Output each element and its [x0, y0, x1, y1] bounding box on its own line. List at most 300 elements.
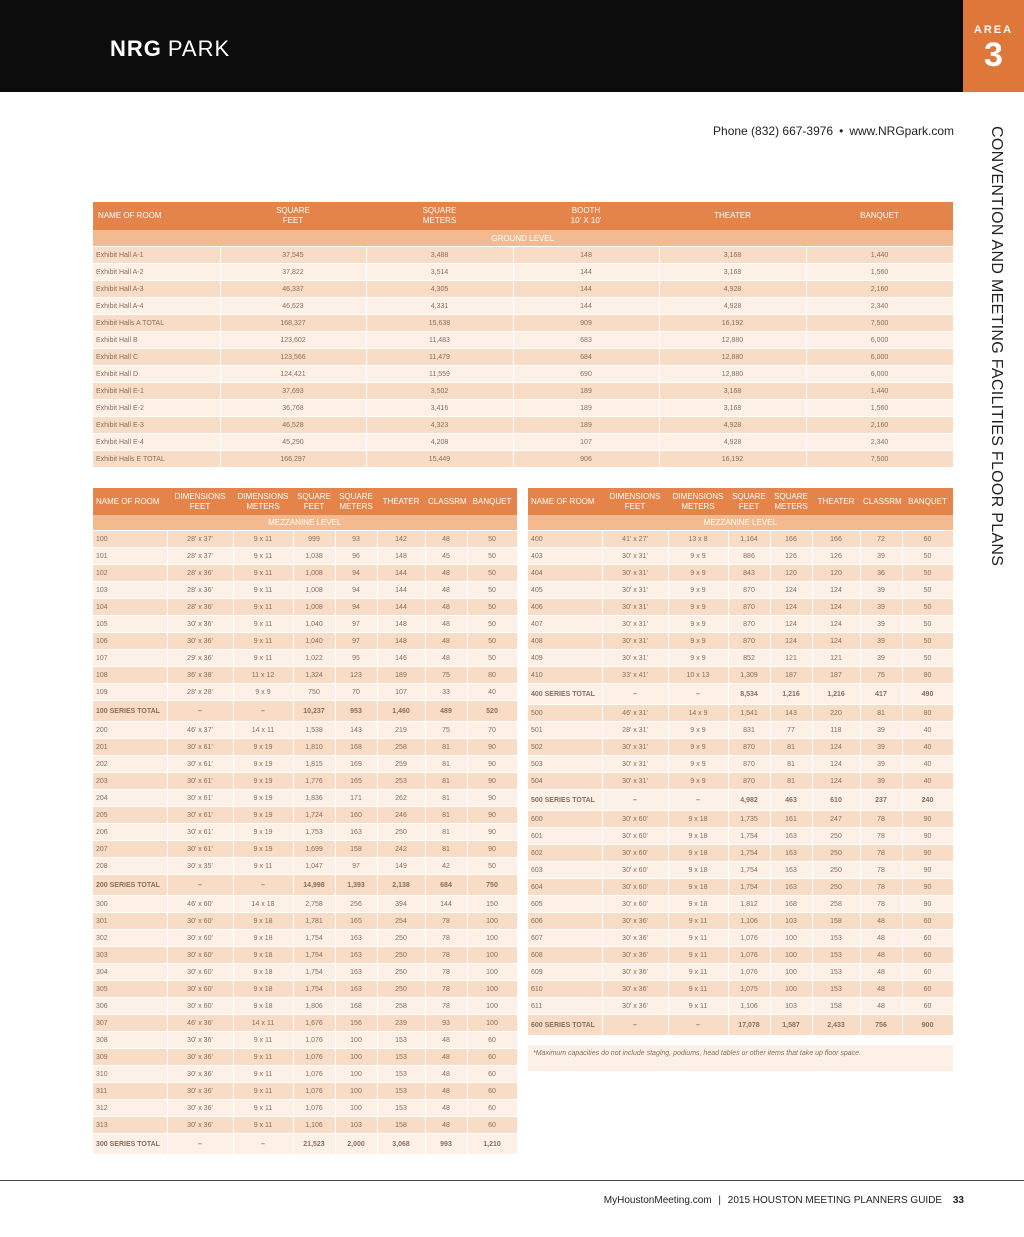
- room-name-cell: 302: [93, 930, 167, 947]
- table-cell: 29' x 36': [167, 650, 233, 667]
- table-cell: 1,776: [293, 773, 335, 790]
- table-cell: 39: [860, 616, 902, 633]
- table-cell: 14 x 11: [233, 722, 293, 739]
- table-cell: 30' x 31': [602, 633, 668, 650]
- table-cell: 10 x 13: [668, 667, 728, 684]
- table-cell: 15,449: [366, 451, 513, 468]
- table-cell: 40: [902, 722, 953, 739]
- table-cell: 30' x 31': [602, 548, 668, 565]
- column-header: SQUARE FEET: [220, 202, 366, 230]
- room-name-cell: 102: [93, 565, 167, 582]
- table-cell: –: [233, 701, 293, 722]
- table-cell: 417: [860, 684, 902, 705]
- room-name-cell: 610: [528, 981, 602, 998]
- table-cell: 48: [425, 1083, 467, 1100]
- table-cell: 48: [860, 947, 902, 964]
- column-header: DIMENSIONS FEET: [167, 488, 233, 515]
- table-cell: 490: [902, 684, 953, 705]
- table-header-row: [93, 202, 953, 230]
- table-cell: 30' x 36': [167, 1100, 233, 1117]
- table-cell: 50: [467, 531, 517, 548]
- table-cell: 39: [860, 739, 902, 756]
- column-header: DIMENSIONS FEET: [602, 488, 668, 515]
- table-cell: 9 x 11: [668, 913, 728, 930]
- column-header: NAME OF ROOM: [528, 488, 602, 515]
- column-header: NAME OF ROOM: [93, 202, 220, 230]
- table-row: [93, 896, 517, 913]
- table-cell: 124: [812, 773, 860, 790]
- table-row: [93, 1117, 517, 1134]
- table-cell: 48: [425, 1049, 467, 1066]
- table-row: [528, 790, 953, 811]
- table-cell: 16,192: [659, 315, 806, 332]
- table-cell: 148: [513, 247, 659, 264]
- table-cell: 121: [770, 650, 812, 667]
- table-row: [93, 1100, 517, 1117]
- table-row: [93, 773, 517, 790]
- table-cell: 50: [467, 548, 517, 565]
- table-cell: 1,541: [728, 705, 770, 722]
- table-cell: 60: [902, 531, 953, 548]
- table-cell: 72: [860, 531, 902, 548]
- table-cell: 189: [513, 417, 659, 434]
- brand-logo: NRG PARK: [110, 36, 231, 61]
- table-row: [93, 667, 517, 684]
- table-cell: 9 x 18: [668, 896, 728, 913]
- table-cell: 684: [425, 875, 467, 896]
- table-cell: 9 x 18: [233, 913, 293, 930]
- room-name-cell: 313: [93, 1117, 167, 1134]
- table-cell: 30' x 60': [167, 981, 233, 998]
- table-row: [528, 964, 953, 981]
- table-cell: 17,078: [728, 1015, 770, 1036]
- table-row: [93, 366, 953, 383]
- table-cell: 30' x 60': [167, 964, 233, 981]
- table-cell: 1,781: [293, 913, 335, 930]
- table-cell: 50: [467, 599, 517, 616]
- table-row: [528, 667, 953, 684]
- table-cell: 97: [335, 616, 377, 633]
- table-row: [93, 1066, 517, 1083]
- table-cell: 46,623: [220, 298, 366, 315]
- table-cell: 2,160: [806, 417, 953, 434]
- table-cell: 4,928: [659, 298, 806, 315]
- table-cell: 250: [812, 862, 860, 879]
- table-cell: 1,216: [812, 684, 860, 705]
- table-cell: 4,331: [366, 298, 513, 315]
- table-cell: 168: [770, 896, 812, 913]
- table-cell: 12,880: [659, 349, 806, 366]
- table-cell: 3,068: [377, 1134, 425, 1155]
- table-cell: 90: [902, 896, 953, 913]
- table-header-row: [528, 488, 953, 515]
- room-name-cell: 601: [528, 828, 602, 845]
- room-name-cell: 104: [93, 599, 167, 616]
- column-header: CLASSRM: [425, 488, 467, 515]
- table-row: [93, 599, 517, 616]
- table-cell: 30' x 35': [167, 858, 233, 875]
- table-cell: 1,076: [293, 1083, 335, 1100]
- room-name-cell: 407: [528, 616, 602, 633]
- table-cell: 189: [513, 400, 659, 417]
- table-cell: 28' x 37': [167, 531, 233, 548]
- table-cell: 46' x 37': [167, 722, 233, 739]
- table-cell: 30' x 31': [602, 599, 668, 616]
- table-cell: 30' x 60': [167, 998, 233, 1015]
- room-name-cell: 311: [93, 1083, 167, 1100]
- table-row: [93, 582, 517, 599]
- table-cell: –: [167, 701, 233, 722]
- table-row: [93, 701, 517, 722]
- table-cell: 13 x 8: [668, 531, 728, 548]
- table-row: [93, 841, 517, 858]
- table-cell: 126: [770, 548, 812, 565]
- table-cell: 30' x 36': [167, 1032, 233, 1049]
- table-cell: 165: [335, 913, 377, 930]
- table-cell: 250: [377, 824, 425, 841]
- table-cell: 1,076: [293, 1032, 335, 1049]
- table-cell: 246: [377, 807, 425, 824]
- table-cell: 60: [902, 913, 953, 930]
- table-cell: 163: [335, 964, 377, 981]
- table-cell: 45,290: [220, 434, 366, 451]
- room-name-cell: 409: [528, 650, 602, 667]
- website-link[interactable]: www.NRGpark.com: [849, 124, 954, 138]
- table-cell: 239: [377, 1015, 425, 1032]
- table-cell: 254: [377, 913, 425, 930]
- table-row: [528, 739, 953, 756]
- room-name-cell: Exhibit Halls A TOTAL: [93, 315, 220, 332]
- table-cell: –: [668, 790, 728, 811]
- table-cell: 153: [377, 1100, 425, 1117]
- table-cell: 253: [377, 773, 425, 790]
- table-cell: 93: [335, 531, 377, 548]
- room-name-cell: 400 SERIES TOTAL: [528, 684, 602, 705]
- table-cell: 60: [902, 930, 953, 947]
- table-cell: 124: [812, 756, 860, 773]
- table-cell: 30' x 60': [602, 811, 668, 828]
- column-header: DIMENSIONS METERS: [233, 488, 293, 515]
- table-cell: 163: [335, 981, 377, 998]
- table-cell: 220: [812, 705, 860, 722]
- table-cell: 160: [335, 807, 377, 824]
- table-cell: 9 x 11: [233, 858, 293, 875]
- room-name-cell: 208: [93, 858, 167, 875]
- table-cell: 1,836: [293, 790, 335, 807]
- table-cell: 10,237: [293, 701, 335, 722]
- table-cell: 161: [770, 811, 812, 828]
- table-cell: 48: [425, 599, 467, 616]
- table-cell: 50: [902, 582, 953, 599]
- table-cell: 30' x 60': [602, 862, 668, 879]
- table-cell: 14 x 18: [233, 896, 293, 913]
- table-cell: 124: [812, 599, 860, 616]
- table-cell: 37,822: [220, 264, 366, 281]
- table-cell: 9 x 9: [668, 548, 728, 565]
- table-cell: 219: [377, 722, 425, 739]
- table-cell: 158: [812, 913, 860, 930]
- table-cell: 168: [335, 998, 377, 1015]
- table-cell: 3,502: [366, 383, 513, 400]
- table-row: [528, 633, 953, 650]
- table-cell: 107: [377, 684, 425, 701]
- table-cell: 1,754: [293, 964, 335, 981]
- table-cell: 158: [335, 841, 377, 858]
- table-cell: 684: [513, 349, 659, 366]
- table-cell: 120: [812, 565, 860, 582]
- table-cell: 1,754: [293, 947, 335, 964]
- table-row: [528, 531, 953, 548]
- table-cell: 100: [770, 964, 812, 981]
- table-cell: 1,008: [293, 599, 335, 616]
- table-cell: 9 x 11: [668, 981, 728, 998]
- table-cell: 50: [902, 599, 953, 616]
- table-cell: 30' x 61': [167, 773, 233, 790]
- table-cell: 94: [335, 582, 377, 599]
- table-cell: 50: [467, 633, 517, 650]
- table-cell: 9 x 9: [668, 616, 728, 633]
- table-cell: 70: [467, 722, 517, 739]
- table-cell: 870: [728, 756, 770, 773]
- table-cell: 242: [377, 841, 425, 858]
- room-name-cell: 606: [528, 913, 602, 930]
- footer-site[interactable]: MyHoustonMeeting.com: [603, 1195, 712, 1206]
- table-cell: 78: [860, 811, 902, 828]
- table-cell: 250: [377, 947, 425, 964]
- table-row: [528, 947, 953, 964]
- contact-line: [713, 124, 954, 138]
- table-cell: 144: [513, 281, 659, 298]
- room-name-cell: 105: [93, 616, 167, 633]
- table-cell: 4,305: [366, 281, 513, 298]
- table-cell: 103: [770, 998, 812, 1015]
- table-cell: 81: [425, 807, 467, 824]
- table-cell: 250: [377, 930, 425, 947]
- table-cell: 4,323: [366, 417, 513, 434]
- room-name-cell: 403: [528, 548, 602, 565]
- room-name-cell: 100: [93, 531, 167, 548]
- room-name-cell: 109: [93, 684, 167, 701]
- table-cell: 90: [902, 811, 953, 828]
- table-cell: 30' x 31': [602, 616, 668, 633]
- room-name-cell: 607: [528, 930, 602, 947]
- table-cell: 100: [335, 1032, 377, 1049]
- table-cell: 250: [812, 879, 860, 896]
- table-cell: 48: [425, 531, 467, 548]
- section-title: CONVENTION AND MEETING FACILITIES FLOOR PLANS: [988, 126, 1005, 567]
- room-name-cell: 602: [528, 845, 602, 862]
- table-cell: 48: [860, 981, 902, 998]
- table-cell: 126: [812, 548, 860, 565]
- table-cell: 95: [335, 650, 377, 667]
- column-header: THEATER: [812, 488, 860, 515]
- table-header-row: [93, 488, 517, 515]
- column-header: BOOTH 10' X 10': [513, 202, 659, 230]
- table-cell: 9 x 9: [668, 565, 728, 582]
- table-cell: 103: [335, 1117, 377, 1134]
- table-cell: 15,638: [366, 315, 513, 332]
- table-cell: 11,479: [366, 349, 513, 366]
- table-cell: 1,076: [728, 947, 770, 964]
- table-cell: 30' x 61': [167, 807, 233, 824]
- table-cell: 163: [770, 828, 812, 845]
- table-row: [93, 947, 517, 964]
- table-cell: 2,340: [806, 298, 953, 315]
- table-cell: 9 x 9: [668, 582, 728, 599]
- table-row: [93, 633, 517, 650]
- room-name-cell: 502: [528, 739, 602, 756]
- table-cell: 78: [860, 845, 902, 862]
- table-cell: 50: [902, 616, 953, 633]
- table-cell: 28' x 36': [167, 565, 233, 582]
- table-cell: 60: [467, 1100, 517, 1117]
- column-header: NAME OF ROOM: [93, 488, 167, 515]
- table-cell: 166,297: [220, 451, 366, 468]
- table-cell: 124: [812, 582, 860, 599]
- table-cell: 100: [467, 1015, 517, 1032]
- table-cell: 90: [902, 845, 953, 862]
- table-row: [93, 434, 953, 451]
- table-cell: 247: [812, 811, 860, 828]
- table-cell: 124: [770, 599, 812, 616]
- table-cell: 30' x 60': [167, 947, 233, 964]
- table-cell: 90: [467, 790, 517, 807]
- table-cell: 1,076: [728, 930, 770, 947]
- table-cell: 9 x 11: [233, 565, 293, 582]
- table-cell: 750: [293, 684, 335, 701]
- table-cell: 9 x 11: [233, 616, 293, 633]
- table-cell: 3,168: [659, 400, 806, 417]
- table-cell: 142: [377, 531, 425, 548]
- table-cell: 46,528: [220, 417, 366, 434]
- room-name-cell: 203: [93, 773, 167, 790]
- table-cell: 39: [860, 633, 902, 650]
- table-cell: 3,168: [659, 247, 806, 264]
- table-cell: 993: [425, 1134, 467, 1155]
- table-cell: 153: [377, 1066, 425, 1083]
- room-name-cell: 408: [528, 633, 602, 650]
- table-cell: 81: [425, 841, 467, 858]
- room-name-cell: 605: [528, 896, 602, 913]
- room-name-cell: 300: [93, 896, 167, 913]
- table-row: [93, 650, 517, 667]
- room-name-cell: 205: [93, 807, 167, 824]
- table-cell: 153: [377, 1049, 425, 1066]
- table-cell: 40: [902, 773, 953, 790]
- table-cell: 1,309: [728, 667, 770, 684]
- table-cell: 9 x 11: [233, 582, 293, 599]
- table-cell: 1,164: [728, 531, 770, 548]
- table-cell: 30' x 31': [602, 773, 668, 790]
- table-cell: 81: [425, 824, 467, 841]
- table-cell: 30' x 36': [602, 998, 668, 1015]
- table-cell: 78: [425, 981, 467, 998]
- table-cell: 153: [812, 930, 860, 947]
- table-row: [93, 565, 517, 582]
- table-cell: 3,416: [366, 400, 513, 417]
- room-name-cell: 603: [528, 862, 602, 879]
- table-cell: 158: [812, 998, 860, 1015]
- table-cell: 6,000: [806, 366, 953, 383]
- table-cell: –: [668, 1015, 728, 1036]
- table-cell: 124: [812, 616, 860, 633]
- table-cell: 9 x 18: [233, 964, 293, 981]
- table-cell: 870: [728, 739, 770, 756]
- table-cell: 40: [902, 739, 953, 756]
- room-name-cell: 608: [528, 947, 602, 964]
- room-name-cell: Exhibit Hall C: [93, 349, 220, 366]
- room-name-cell: 206: [93, 824, 167, 841]
- table-cell: 489: [425, 701, 467, 722]
- table-cell: 16,192: [659, 451, 806, 468]
- table-row: [93, 739, 517, 756]
- table-cell: 1,440: [806, 247, 953, 264]
- table-cell: 36' x 38': [167, 667, 233, 684]
- table-cell: 250: [377, 964, 425, 981]
- table-cell: 46' x 60': [167, 896, 233, 913]
- table-cell: 1,754: [728, 845, 770, 862]
- room-name-cell: 200 SERIES TOTAL: [93, 875, 167, 896]
- table-cell: 42: [425, 858, 467, 875]
- area-badge: [963, 0, 1024, 92]
- level-label: MEZZANINE LEVEL: [528, 515, 953, 531]
- table-cell: 520: [467, 701, 517, 722]
- table-row: [93, 451, 953, 468]
- table-cell: 78: [860, 896, 902, 913]
- table-cell: 144: [513, 264, 659, 281]
- table-cell: 9 x 9: [668, 756, 728, 773]
- table-cell: 870: [728, 773, 770, 790]
- room-name-cell: 303: [93, 947, 167, 964]
- column-header: DIMENSIONS METERS: [668, 488, 728, 515]
- table-cell: 163: [335, 947, 377, 964]
- room-name-cell: Exhibit Hall A-1: [93, 247, 220, 264]
- table-row: [528, 981, 953, 998]
- table-cell: 30' x 60': [602, 845, 668, 862]
- room-name-cell: 207: [93, 841, 167, 858]
- table-row: [93, 684, 517, 701]
- table-cell: 100: [335, 1049, 377, 1066]
- room-name-cell: 305: [93, 981, 167, 998]
- table-cell: 78: [425, 947, 467, 964]
- table-cell: 9 x 9: [233, 684, 293, 701]
- table-row: [93, 548, 517, 565]
- table-cell: 256: [335, 896, 377, 913]
- table-row: [93, 417, 953, 434]
- table-cell: 48: [860, 964, 902, 981]
- table-row: [93, 1015, 517, 1032]
- table-row: [93, 858, 517, 875]
- table-cell: 81: [425, 739, 467, 756]
- table-cell: 153: [812, 981, 860, 998]
- level-row: [93, 230, 953, 247]
- table-cell: 48: [425, 633, 467, 650]
- table-cell: 77: [770, 722, 812, 739]
- table-cell: 120: [770, 565, 812, 582]
- table-cell: 9 x 11: [668, 930, 728, 947]
- table-row: [528, 1015, 953, 1036]
- table-cell: 4,982: [728, 790, 770, 811]
- table-cell: 610: [812, 790, 860, 811]
- table-row: [93, 349, 953, 366]
- table-cell: 60: [902, 981, 953, 998]
- room-name-cell: 301: [93, 913, 167, 930]
- table-cell: 107: [513, 434, 659, 451]
- table-cell: 30' x 61': [167, 841, 233, 858]
- table-cell: 165: [335, 773, 377, 790]
- table-cell: 70: [335, 684, 377, 701]
- table-cell: 33' x 41': [602, 667, 668, 684]
